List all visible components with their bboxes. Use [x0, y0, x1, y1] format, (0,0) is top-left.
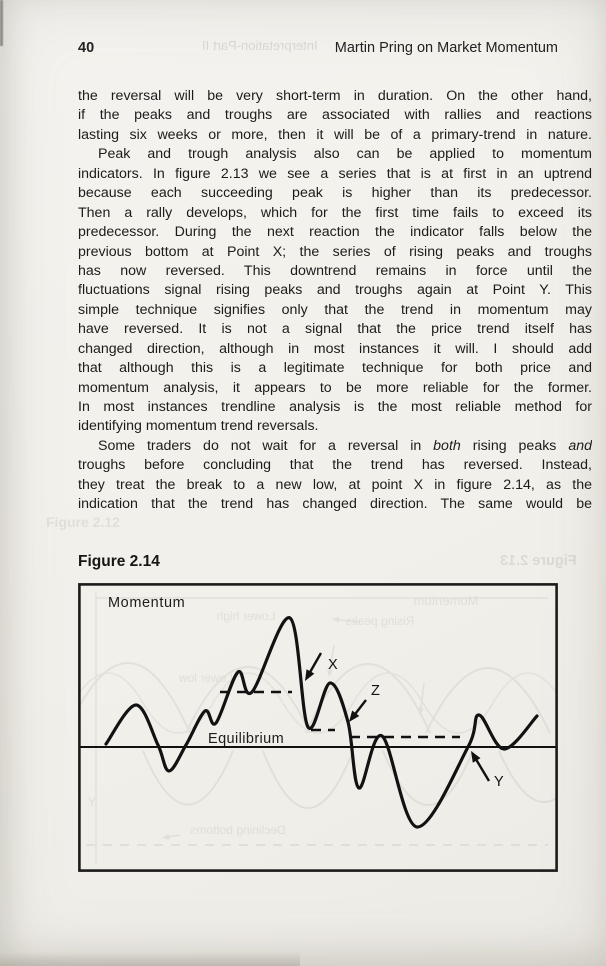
running-title: Martin Pring on Market Momentum — [334, 40, 558, 56]
body-line: simple technique signifies only that the trend in momentum may — [78, 301, 592, 318]
showthrough-header-text: Interpretation-Part II — [202, 38, 318, 53]
body-line: Peak and trough analysis also can be applied to momentum — [98, 146, 592, 163]
body-line: changed direction, although in most instances it will. I should add — [78, 340, 592, 357]
body-line: the reversal will be very short-term in duration. On the other hand, — [78, 88, 592, 104]
body-line: indicators. In figure 2.13 we see a series that is at first in an uptrend — [78, 165, 592, 182]
body-line: identifying momentum trend reversals. — [78, 418, 319, 435]
body-line: that although this is a legitimate technique for both price and — [78, 360, 592, 377]
point-label-Z: Z — [371, 683, 380, 699]
body-line: Then a rally develops, which for the first time fails to exceed its — [78, 204, 592, 221]
body-line: predecessor. During the next reaction the indicator falls below the — [78, 224, 592, 241]
showthrough-figure-label: Declining bottoms — [190, 823, 286, 837]
showthrough-figure-label: Momentum — [413, 593, 479, 608]
page-number: 40 — [78, 40, 95, 56]
point-label-Y: Y — [494, 774, 504, 790]
showthrough-prev-figure-caption: Figure 2.12 — [46, 514, 120, 530]
scan-bottom-shadow — [0, 952, 300, 966]
body-line: fluctuations signal rising peaks and troughs again at Point Y. This — [78, 282, 592, 299]
momentum-axis-label: Momentum — [108, 595, 186, 611]
page-header — [78, 40, 558, 56]
body-line: indication that the trend has changed direction. The same would be — [78, 496, 592, 513]
body-line: lasting six weeks or more, then it will be of a primary-trend in nature. — [78, 126, 592, 143]
body-line: because each succeeding peak is higher than its predecessor. — [78, 185, 592, 202]
body-text — [78, 87, 592, 515]
showthrough-next-figure-caption: Figure 2.13 — [500, 553, 577, 569]
body-line: Some traders do not wait for a reversal in both rising peaks and — [98, 437, 592, 454]
annotation-X — [305, 653, 338, 681]
annotation-Y — [471, 751, 504, 790]
body-line: has now reversed. This downtrend remains in force until the — [78, 262, 592, 279]
showthrough-figure-label: Y — [87, 795, 97, 809]
showthrough-figure-label: Lower high — [216, 609, 276, 623]
scan-edge-artifact — [0, 0, 3, 46]
point-label-X: X — [328, 657, 338, 673]
figure-caption: Figure 2.14 — [78, 553, 160, 570]
body-line: troughs before concluding that the trend has reversed. Instead, — [78, 457, 592, 474]
showthrough-figure-label: Rising peaks — [345, 614, 415, 628]
showthrough-figure-label: Lower low — [178, 671, 234, 685]
body-line: they treat the break to a new low, at point X in figure 2.14, as the — [78, 476, 592, 493]
figure-2-14-momentum-chart — [78, 583, 558, 872]
body-line: momentum analysis, it appears to be more reliable for the former. — [78, 379, 592, 396]
body-line: if the peaks and troughs are associated with rallies and reactions — [78, 107, 592, 124]
body-line: In most instances trendline analysis is the most reliable method for — [78, 399, 592, 415]
body-line: previous bottom at Point X; the series of rising peaks and troughs — [78, 243, 592, 260]
equilibrium-label: Equilibrium — [208, 731, 285, 747]
body-line: have reversed. It is not a signal that the price trend itself has — [78, 321, 592, 338]
